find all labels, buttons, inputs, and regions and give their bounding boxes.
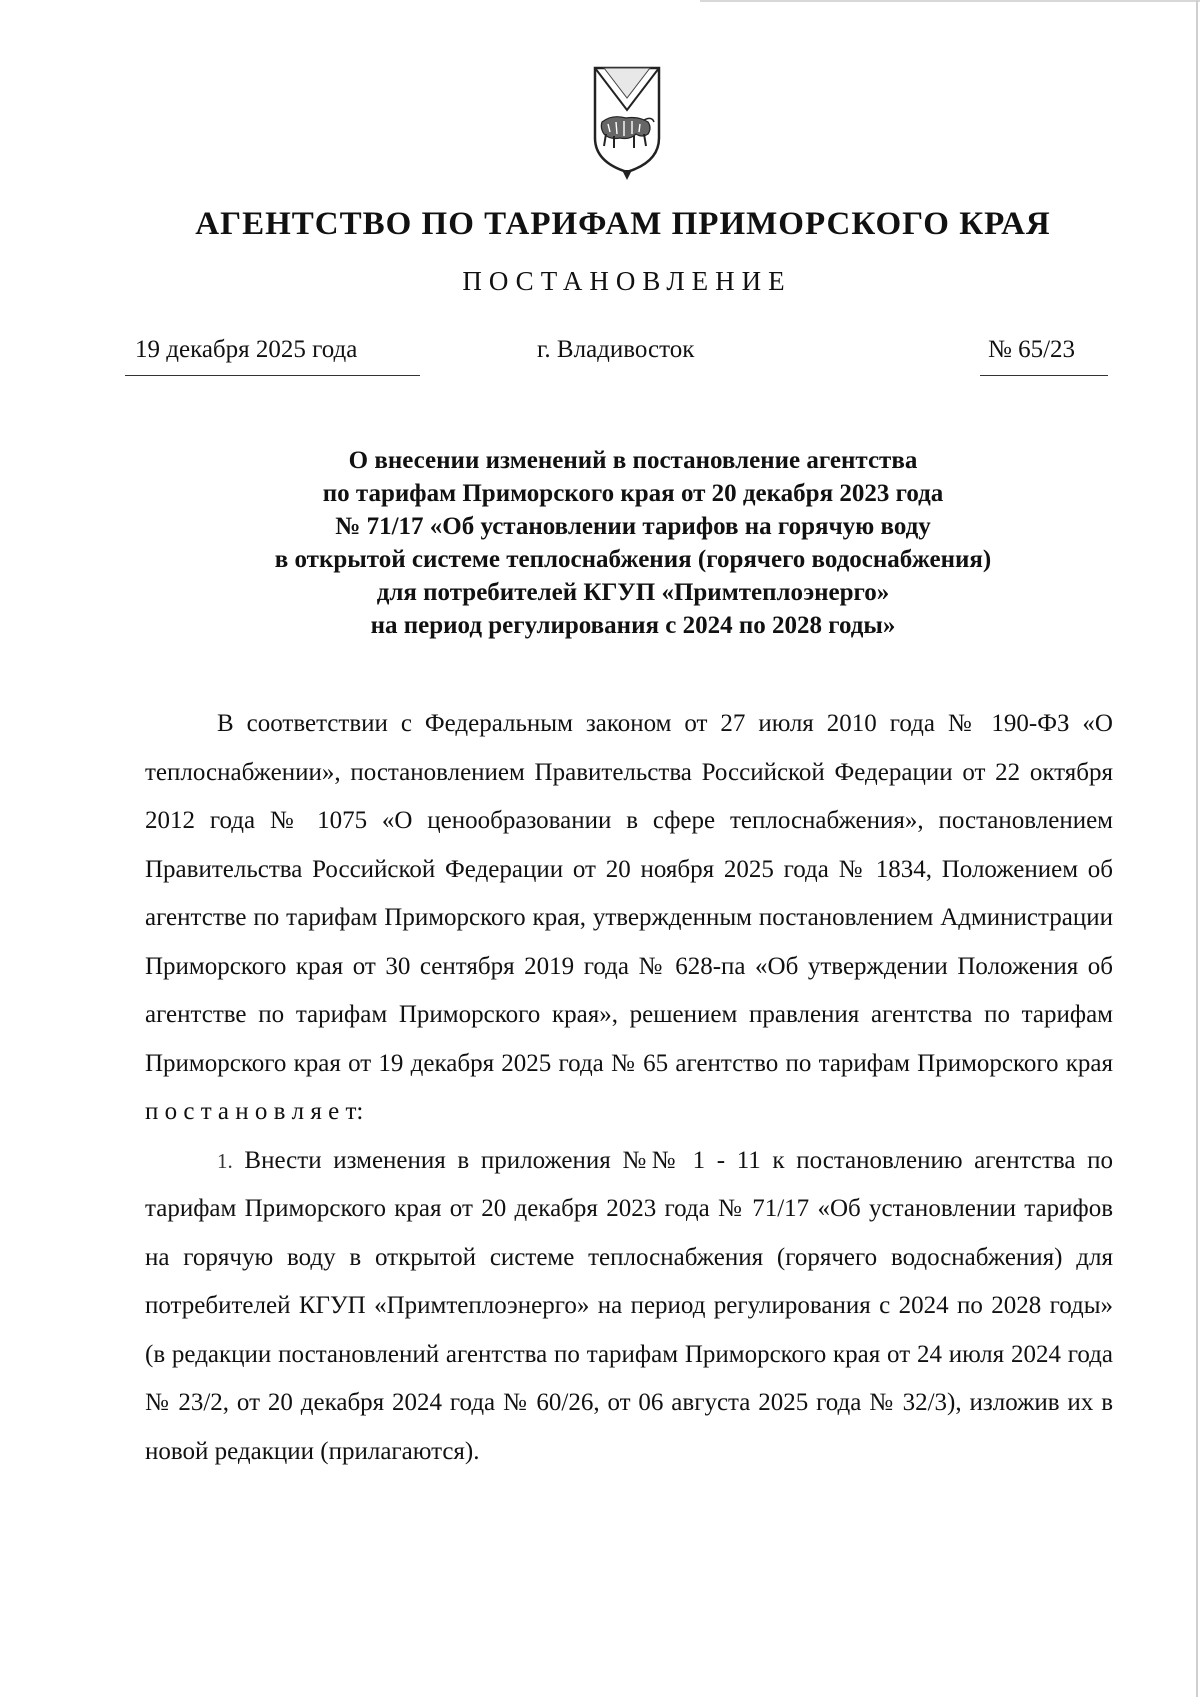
document-number: № 65/23 (988, 336, 1076, 363)
coat-of-arms-icon (592, 66, 662, 182)
item-1-text: Внести изменения в приложения №№ 1 - 11 к постановлению агентства по тарифам Приморского края от 20 декабря 2023 года № 71/17 «Об установлении тарифов на горячую воду в открытой системе теплоснабжения (горячего водоснабжения) для потребителей КГУП «Примтеплоэнерго» на период регулирования с 2024 по 2028 годы» (в редакции постановлений агентства по тарифам Приморского края от 24 июля 2024 года № 23/2, от 20 декабря 2024 года № 60/26, от 06 августа 2025 года № 32/3), изложив их в новой редакции (прилагаются). (145, 1146, 1113, 1465)
subject-line: О внесении изменений в постановление агентства (348, 447, 918, 474)
subject-line: для потребителей КГУП «Примтеплоэнерго» (376, 579, 890, 606)
document-type: ПОСТАНОВЛЕНИЕ (462, 266, 792, 296)
item-1-number: 1. (217, 1148, 233, 1173)
document-city: г. Владивосток (537, 336, 695, 363)
date-underline (125, 375, 420, 376)
item-1-paragraph (145, 1137, 1113, 1477)
document-date: 19 декабря 2025 года (135, 336, 358, 363)
subject-line: № 71/17 «Об установлении тарифов на горячую воду (335, 513, 931, 540)
subject-line: в открытой системе теплоснабжения (горячего водоснабжения) (274, 546, 992, 573)
document-subject (0, 444, 1200, 642)
preamble-paragraph: В соответствии с Федеральным законом от 27 июля 2010 года № 190-ФЗ «О теплоснабжении», постановлением Правительства Российской Федерации от 22 октября 2012 года № 1075 «О ценообразовании в сфере теплоснабжения», постановлением Правительства Российской Федерации от 20 ноября 2025 года № 1834, Положением об агентстве по тарифам Приморского края, утвержденным постановлением Администрации Приморского края от 30 сентября 2019 года № 628-па «Об утверждении Положения об агентстве по тарифам Приморского края», решением правления агентства по тарифам Приморского края от 19 декабря 2025 года № 65 агентство по тарифам Приморского края п о с т а н о в л я е т: (145, 710, 1113, 1125)
scan-edge-top (700, 0, 1200, 2)
subject-line: по тарифам Приморского края от 20 декабря 2023 года (322, 480, 944, 507)
document-body (145, 700, 1113, 1476)
subject-line: на период регулирования с 2024 по 2028 годы» (370, 612, 896, 639)
agency-title: АГЕНТСТВО ПО ТАРИФАМ ПРИМОРСКОГО КРАЯ (195, 206, 1051, 242)
number-underline (980, 375, 1108, 376)
scan-edge-right (1196, 0, 1198, 1697)
